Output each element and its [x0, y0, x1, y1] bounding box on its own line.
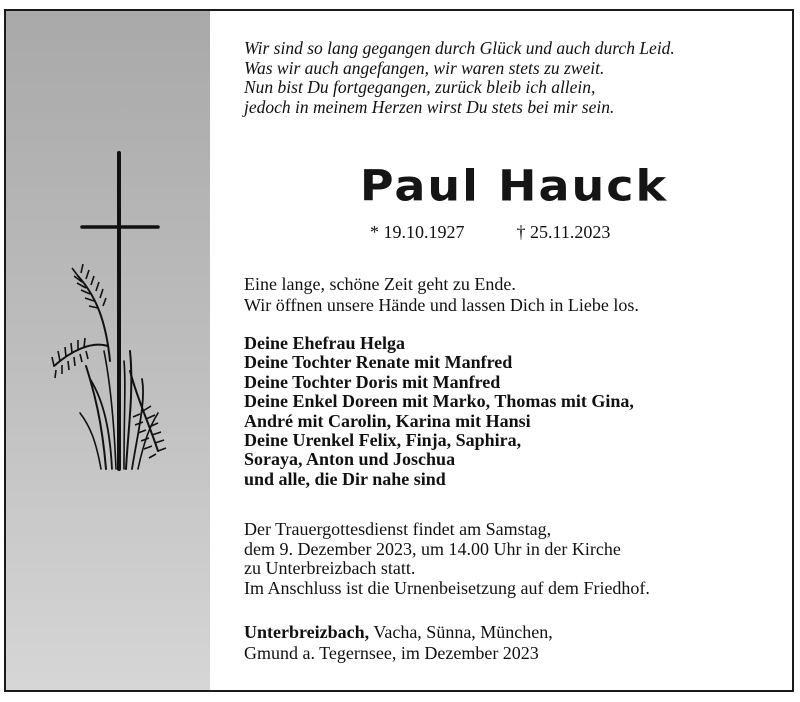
service-line: dem 9. Dezember 2023, um 14.00 Uhr in der Kirche — [244, 538, 621, 559]
service-line: Der Trauergottesdienst findet am Samstag, — [244, 519, 552, 539]
place-and-date — [244, 622, 553, 663]
mourner-line: Deine Tochter Doris mit Manfred — [244, 371, 501, 392]
poem-line: Wir sind so lang gegangen durch Glück und auch durch Leid. — [244, 38, 675, 58]
mourner-line: Deine Urenkel Felix, Finja, Saphira, — [244, 430, 522, 451]
poem-line: Was wir auch angefangen, wir waren stets zu zweit. — [244, 57, 605, 78]
mourner-line: André mit Carolin, Karina mit Hansi — [244, 410, 531, 431]
place-line — [244, 622, 553, 643]
mourner-line: und alle, die Dir nahe sind — [244, 468, 446, 489]
service-line: zu Unterbreizbach statt. — [244, 558, 416, 579]
poem — [244, 39, 675, 117]
farewell-quote — [244, 274, 639, 315]
birth-date: * 19.10.1927 — [370, 222, 465, 242]
other-towns: Vacha, Sünna, München, — [369, 622, 553, 642]
place-line: Gmund a. Tegernsee, im Dezember 2023 — [244, 642, 539, 663]
mourners-list — [244, 334, 634, 489]
cross-with-wheat-icon — [46, 151, 176, 481]
obituary-frame — [4, 9, 794, 692]
death-date: † 25.11.2023 — [516, 222, 611, 242]
mourner-line: Soraya, Anton und Joschua — [244, 449, 456, 470]
poem-line: Nun bist Du fortgegangen, zurück bleib ich allein, — [244, 77, 596, 98]
service-line: Im Anschluss ist die Urnenbeisetzung auf dem Friedhof. — [244, 577, 650, 598]
quote-line: Wir öffnen unsere Hände und lassen Dich in Liebe los. — [244, 294, 639, 315]
life-dates — [370, 222, 610, 243]
poem-line: jedoch in meinem Herzen wirst Du stets bei mir sein. — [244, 96, 615, 117]
mourner-line: Deine Ehefrau Helga — [244, 333, 405, 353]
town-name: Unterbreizbach, — [244, 622, 370, 642]
service-info — [244, 520, 650, 598]
mourner-line: Deine Tochter Renate mit Manfred — [244, 352, 513, 373]
deceased-name: Paul Hauck — [359, 161, 669, 211]
gray-sidebar — [6, 11, 210, 690]
mourner-line: Deine Enkel Doreen mit Marko, Thomas mit Gina, — [244, 391, 634, 412]
quote-line: Eine lange, schöne Zeit geht zu Ende. — [244, 274, 516, 294]
